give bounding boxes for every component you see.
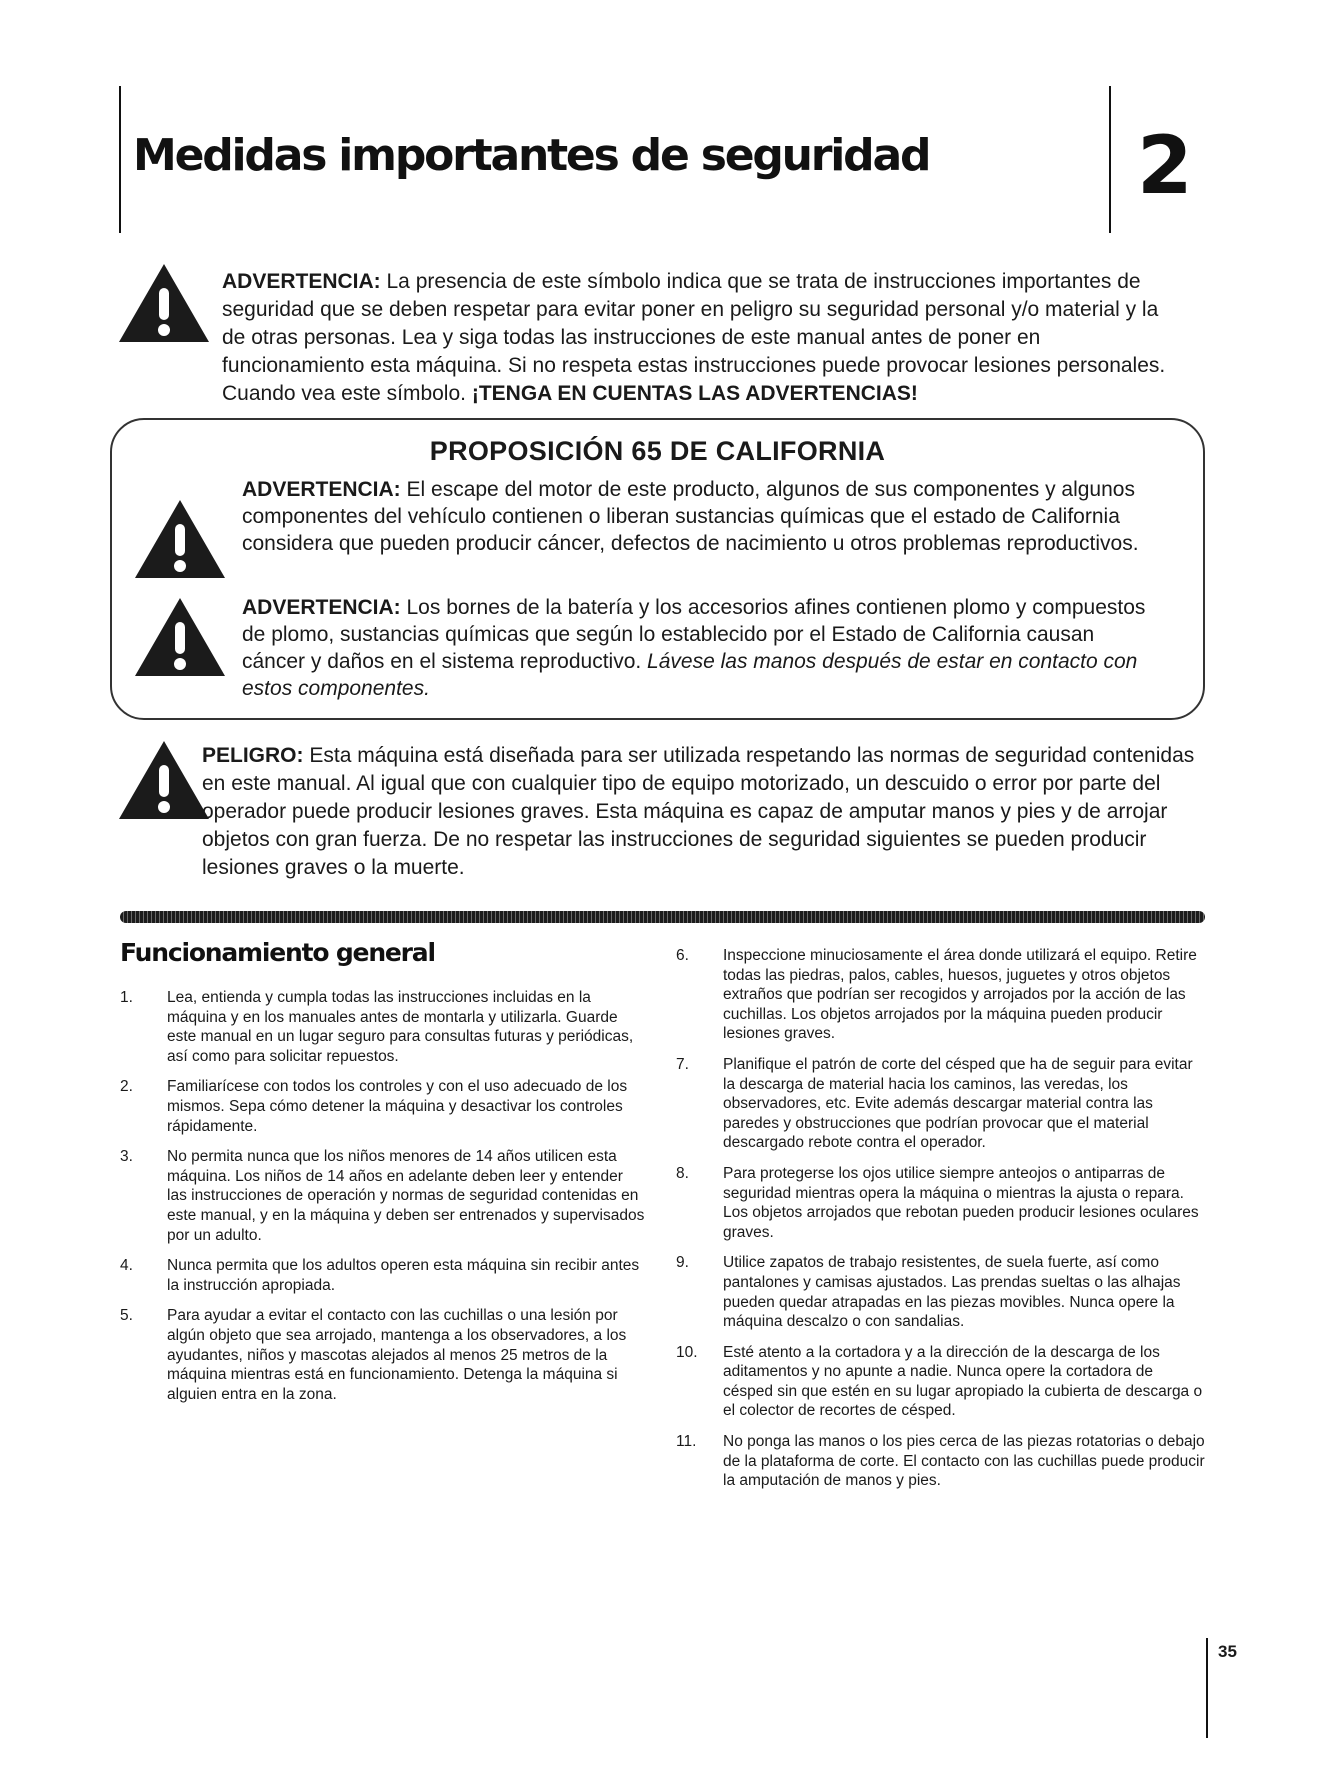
left-column [120, 988, 645, 1415]
item-text: Nunca permita que los adultos operen esta máquina sin recibir antes la instrucción apropiada. [167, 1257, 640, 1294]
warning-text: El escape del motor de este producto, algunos de sus componentes y algunos componentes del vehículo contienen o liberan sustancias químicas que el estado de California considera que pueden producir cáncer, defectos de nacimiento u otros problemas reproductivos. [242, 478, 1139, 555]
item-number: 10. [676, 1343, 698, 1361]
section-divider [120, 911, 1205, 923]
right-column [676, 946, 1206, 1502]
item-number: 1. [120, 989, 133, 1006]
prop65-warning-battery [242, 594, 1162, 702]
page-number: 35 [1218, 1642, 1237, 1661]
item-text: Familiarícese con todos los controles y con el uso adecuado de los mismos. Sepa cómo detener la máquina y desactivar los controles rápidamente. [167, 1078, 628, 1135]
page-number-bar [1206, 1638, 1208, 1738]
item-text: Para protegerse los ojos utilice siempre anteojos o antiparras de seguridad mientras opera la máquina o mientras la ajusta o repara. Los objetos arrojados que rebotan pueden producir lesiones oculares graves. [723, 1164, 1199, 1241]
item-number: 4. [120, 1257, 133, 1275]
warning-label: ADVERTENCIA: [242, 478, 401, 501]
intro-warning [222, 268, 1184, 408]
list-item [120, 1147, 645, 1245]
title-right-bar [1109, 86, 1111, 233]
item-text: Esté atento a la cortadora y a la dirección de la descarga de los aditamentos y no apunte a nadie. Nunca opere la cortadora de césped sin que estén en su lugar apropiado la cubierta de descarga o el colector de recortes de césped. [723, 1343, 1203, 1420]
warning-triangle-icon [132, 594, 228, 680]
item-text: Utilice zapatos de trabajo resistentes, de suela fuerte, así como pantalones y camisas ajustados. Las prendas sueltas o las alhajas pueden quedar atrapadas en las piezas movibles. Nunca opere la máquina descalzo o con sandalias. [723, 1254, 1181, 1331]
danger-warning [202, 742, 1202, 882]
prop65-warning-exhaust [242, 476, 1162, 557]
item-text: Para ayudar a evitar el contacto con las cuchillas o una lesión por algún objeto que sea arrojado, mantenga a los observadores, a los ayudantes, niños y mascotas alejados al menos 25 metros de la máquina mientras está en funcionamiento. Detenga la máquina si alguien entra en la zona. [167, 1307, 627, 1403]
warning-label: ADVERTENCIA: [242, 596, 401, 619]
warning-text: La presencia de este símbolo indica que se trata de instrucciones importantes de seguridad que se deben respetar para evitar poner en peligro su seguridad personal y/o material y la de otras personas. Lea y siga todas las instrucciones de este manual antes de poner en funcionamiento esta máquina. Si no respeta estas instrucciones puede provocar lesiones personales. Cuando vea este símbolo. [222, 270, 1166, 405]
item-number: 7. [676, 1055, 689, 1073]
item-text: Inspeccione minuciosamente el área donde utilizará el equipo. Retire todas las piedras, palos, cables, huesos, juguetes y otros objetos extraños que podrían ser recogidos y arrojados por la acción de las cuchillas. Los objetos arrojados por la máquina pueden producir lesiones graves. [723, 947, 1197, 1043]
list-item [676, 1164, 1206, 1242]
item-text: No permita nunca que los niños menores de 14 años utilicen esta máquina. Los niños de 14 años en adelante deben leer y entender las instrucciones de operación y normas de seguridad contenidas en este manual, y en la máquina y deben ser entrenados y supervisados por un adulto. [167, 1148, 645, 1244]
item-number: 6. [676, 947, 689, 964]
prop65-title: PROPOSICIÓN 65 DE CALIFORNIA [429, 436, 886, 466]
list-item [120, 1306, 645, 1404]
item-number: 8. [676, 1164, 689, 1182]
danger-label: PELIGRO: [202, 744, 304, 767]
warning-text: Los bornes de la batería y los accesorios afines contienen plomo y compuestos de plomo, sustancias químicas que según lo establecido por el Estado de California causan cáncer y daños en el sistema reproductivo. [242, 596, 1146, 673]
list-item [120, 1256, 645, 1295]
item-number: 11. [676, 1433, 697, 1451]
title-left-bar [119, 86, 121, 233]
list-item [676, 1253, 1206, 1331]
danger-triangle-icon [116, 737, 212, 823]
list-item [676, 946, 1206, 1044]
item-number: 2. [120, 1078, 133, 1096]
chapter-number: 2 [1137, 119, 1193, 212]
warning-triangle-icon [132, 496, 228, 582]
danger-text: Esta máquina está diseñada para ser utilizada respetando las normas de seguridad contenidas en este manual. Al igual que con cualquier tipo de equipo motorizado, un descuido o error por parte del operador puede producir lesiones graves. Esta máquina es capaz de amputar manos y pies y de arrojar objetos con gran fuerza. De no respetar las instrucciones de seguridad siguientes se pueden producir lesiones graves o la muerte. [202, 744, 1195, 879]
warning-emphasis: ¡TENGA EN CUENTAS LAS ADVERTENCIAS! [471, 382, 918, 405]
list-item [676, 1343, 1206, 1421]
item-number: 3. [120, 1148, 133, 1166]
item-text: Planifique el patrón de corte del césped que ha de seguir para evitar la descarga de material hacia los caminos, las veredas, los observadores, etc. Evite además descargar material contra las paredes y obstrucciones que podrían provocar que el material descargado rebote contra el operador. [723, 1055, 1193, 1152]
list-item [676, 1055, 1206, 1153]
page-title: Medidas importantes de seguridad [133, 130, 930, 181]
list-item [120, 988, 645, 1066]
item-text: Lea, entienda y cumpla todas las instrucciones incluidas en la máquina y en los manuales antes de montarla y utilizarla. Guarde este manual en un lugar seguro para consultas futuras y periódicas, así como para solicitar repuestos. [167, 989, 634, 1065]
item-number: 9. [676, 1254, 689, 1272]
section-title: Funcionamiento general [120, 938, 435, 967]
warning-italic-note: Lávese las manos después de estar en contacto con estos componentes. [242, 650, 1138, 700]
warning-label: ADVERTENCIA: [222, 270, 381, 293]
item-number: 5. [120, 1307, 133, 1325]
item-text: No ponga las manos o los pies cerca de las piezas rotatorias o debajo de la plataforma de corte. El contacto con las cuchillas puede producir la amputación de manos y pies. [723, 1433, 1205, 1490]
list-item [676, 1432, 1206, 1491]
warning-triangle-icon [116, 260, 212, 346]
list-item [120, 1077, 645, 1136]
